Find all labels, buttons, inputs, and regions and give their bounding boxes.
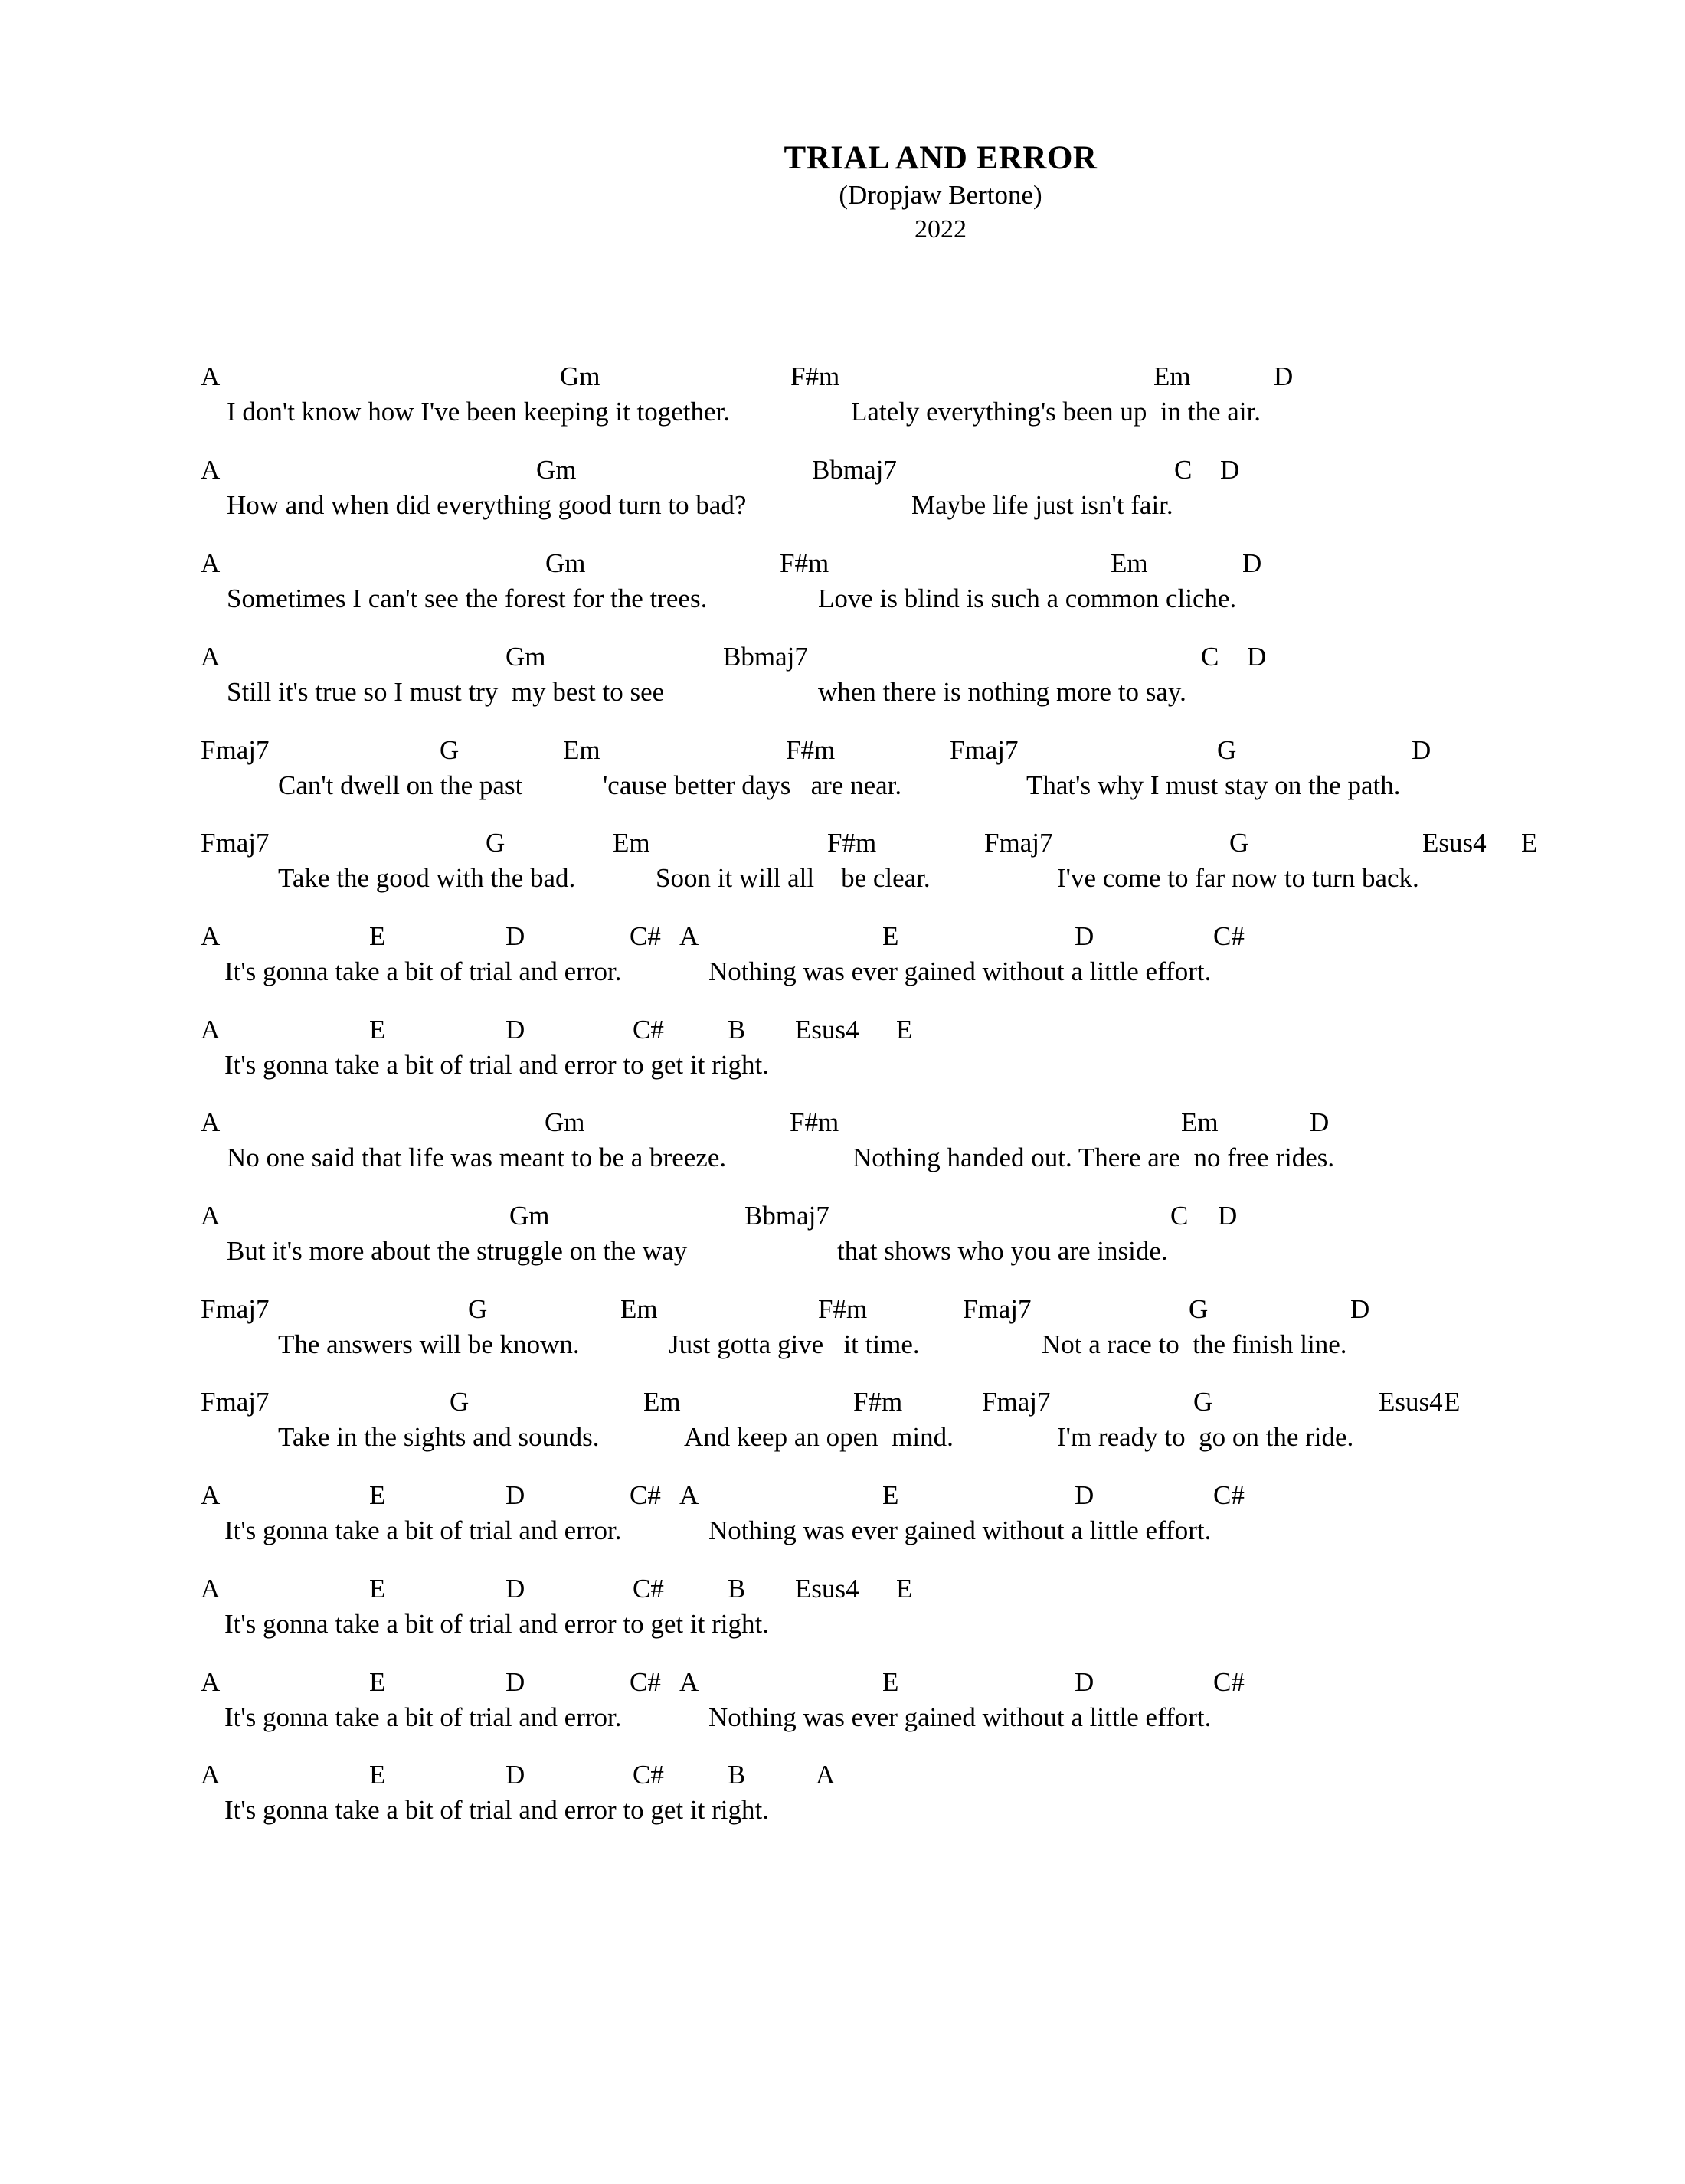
chord-label: A <box>201 548 221 578</box>
chord-label: A <box>201 1201 221 1231</box>
chord-label: F#m <box>853 1387 903 1417</box>
chord-label: F#m <box>827 828 877 858</box>
chord-label: Fmaj7 <box>982 1387 1051 1417</box>
chord-label: Bbmaj7 <box>744 1201 829 1231</box>
chord-label: E <box>1444 1387 1461 1417</box>
lyric-segment: I'm ready to go on the ride. <box>1057 1422 1354 1452</box>
lyric-segment: It's gonna take a bit of trial and error. <box>224 956 622 986</box>
chord-label: G <box>486 828 506 858</box>
chord-label: A <box>201 361 221 391</box>
chord-label: C# <box>630 921 661 951</box>
chord-label: A <box>201 1015 221 1045</box>
chord-label: D <box>1220 455 1240 485</box>
lyric-segment: Lately everything's been up in the air. <box>851 397 1261 427</box>
song-artist: (Dropjaw Bertone) <box>839 180 1042 210</box>
song-header <box>196 139 1685 247</box>
chord-label: Esus4 <box>795 1574 859 1604</box>
chord-label: D <box>506 1667 525 1697</box>
lyric-segment: But it's more about the struggle on the way <box>227 1236 688 1266</box>
chord-label: D <box>1075 1480 1094 1510</box>
chord-label: Em <box>620 1294 658 1324</box>
lyric-segment: Can't dwell on the past <box>278 770 523 800</box>
lyric-segment: 'cause better days are near. <box>603 770 902 800</box>
lyric-segment: Nothing was ever gained without a little effort. <box>708 1702 1212 1732</box>
chord-label: G <box>1193 1387 1213 1417</box>
lyric-segment: It's gonna take a bit of trial and error to get it right. <box>224 1050 769 1080</box>
chord-label: Fmaj7 <box>963 1294 1032 1324</box>
chord-label: D <box>1350 1294 1370 1324</box>
chord-label: A <box>201 642 221 672</box>
chord-label: C# <box>630 1480 661 1510</box>
chord-label: Gm <box>509 1201 550 1231</box>
lyric-segment: Nothing was ever gained without a little effort. <box>708 1515 1212 1545</box>
chord-label: Esus4 <box>795 1015 859 1045</box>
chord-label: Esus4 <box>1422 828 1487 858</box>
chord-label: Gm <box>560 361 600 391</box>
chord-label: C# <box>633 1760 664 1790</box>
lyric-segment: when there is nothing more to say. <box>818 677 1186 707</box>
lyric-segment: It's gonna take a bit of trial and error to get it right. <box>224 1609 769 1639</box>
chord-label: D <box>1242 548 1262 578</box>
lyric-segment: Sometimes I can't see the forest for the trees. <box>227 584 708 613</box>
chord-label: E <box>882 1667 899 1697</box>
lyric-segment: It's gonna take a bit of trial and error to get it right. <box>224 1795 769 1825</box>
chord-label: Em <box>613 828 650 858</box>
chord-label: D <box>506 1015 525 1045</box>
chord-label: Em <box>1153 361 1191 391</box>
lyric-segment: Just gotta give it time. <box>669 1329 920 1359</box>
chord-label: D <box>506 1480 525 1510</box>
chord-label: A <box>679 1667 699 1697</box>
chord-label: C# <box>1213 1480 1245 1510</box>
chord-label: B <box>728 1015 746 1045</box>
chord-label: Gm <box>506 642 546 672</box>
chord-label: G <box>1217 735 1237 765</box>
chord-label: G <box>1189 1294 1209 1324</box>
chord-label: Gm <box>545 1107 585 1137</box>
chord-label: Fmaj7 <box>201 1294 270 1324</box>
chord-label: Fmaj7 <box>201 828 270 858</box>
chord-label: G <box>450 1387 470 1417</box>
lyric-segment: Take in the sights and sounds. <box>278 1422 600 1452</box>
lyric-segment: Love is blind is such a common cliche. <box>818 584 1237 613</box>
lyric-segment: I don't know how I've been keeping it together. <box>227 397 731 427</box>
chord-label: Em <box>1111 548 1148 578</box>
chord-label: C <box>1201 642 1219 672</box>
chord-label: A <box>201 1480 221 1510</box>
chord-label: E <box>369 1760 386 1790</box>
chord-label: A <box>201 1574 221 1604</box>
chord-label: Em <box>1181 1107 1219 1137</box>
chord-label: A <box>679 921 699 951</box>
chord-label: Fmaj7 <box>950 735 1019 765</box>
chord-label: A <box>201 455 221 485</box>
chord-label: Bbmaj7 <box>723 642 808 672</box>
lyric-segment: Still it's true so I must try my best to see <box>227 677 665 707</box>
chord-label: F#m <box>818 1294 868 1324</box>
chord-label: E <box>882 921 899 951</box>
lyric-segment: Maybe life just isn't fair. <box>911 490 1173 520</box>
chord-label: Em <box>643 1387 681 1417</box>
chord-label: C# <box>633 1015 664 1045</box>
chord-label: A <box>679 1480 699 1510</box>
chord-label: D <box>506 1574 525 1604</box>
lyric-segment: I've come to far now to turn back. <box>1057 863 1419 893</box>
chord-label: Gm <box>545 548 586 578</box>
chord-label: E <box>369 1015 386 1045</box>
chord-label: A <box>201 1107 221 1137</box>
chord-label: F#m <box>790 1107 839 1137</box>
chord-label: Gm <box>536 455 577 485</box>
lyric-segment: The answers will be known. <box>278 1329 580 1359</box>
chord-label: D <box>506 921 525 951</box>
lyric-segment: Not a race to the finish line. <box>1042 1329 1347 1359</box>
chord-label: E <box>369 921 386 951</box>
chord-label: F#m <box>780 548 829 578</box>
chord-label: A <box>201 1760 221 1790</box>
song-title: TRIAL AND ERROR <box>784 140 1098 176</box>
chord-label: E <box>369 1667 386 1697</box>
chord-label: E <box>896 1574 913 1604</box>
chord-label: C# <box>1213 1667 1245 1697</box>
chord-label: C <box>1170 1201 1189 1231</box>
chord-label: Em <box>563 735 600 765</box>
chord-label: Fmaj7 <box>984 828 1053 858</box>
chord-label: Fmaj7 <box>201 1387 270 1417</box>
chord-label: D <box>1218 1201 1238 1231</box>
chord-label: B <box>728 1760 746 1790</box>
lyric-segment: that shows who you are inside. <box>837 1236 1168 1266</box>
chord-label: G <box>440 735 460 765</box>
chord-label: E <box>896 1015 913 1045</box>
lyric-segment: It's gonna take a bit of trial and error. <box>224 1702 622 1732</box>
lyric-segment: Take the good with the bad. <box>278 863 576 893</box>
chord-label: G <box>1229 828 1249 858</box>
chord-label: D <box>1412 735 1431 765</box>
chord-label: B <box>728 1574 746 1604</box>
lyric-segment: Nothing was ever gained without a little effort. <box>708 956 1212 986</box>
chord-label: E <box>369 1574 386 1604</box>
chord-label: E <box>1521 828 1538 858</box>
chord-label: A <box>816 1760 836 1790</box>
chord-label: Bbmaj7 <box>812 455 897 485</box>
chord-label: C# <box>630 1667 661 1697</box>
chord-label: Fmaj7 <box>201 735 270 765</box>
chord-label: C# <box>633 1574 664 1604</box>
chord-label: F#m <box>790 361 840 391</box>
lyric-segment: How and when did everything good turn to bad? <box>227 490 747 520</box>
chord-label: D <box>1075 921 1094 951</box>
chord-label: D <box>1310 1107 1330 1137</box>
chord-label: F#m <box>786 735 836 765</box>
chord-label: A <box>201 1667 221 1697</box>
chord-label: Esus4 <box>1379 1387 1443 1417</box>
lyric-segment: No one said that life was meant to be a breeze. <box>227 1143 727 1172</box>
lyric-segment: It's gonna take a bit of trial and error. <box>224 1515 622 1545</box>
chord-label: G <box>468 1294 488 1324</box>
lyric-segment: And keep an open mind. <box>684 1422 954 1452</box>
song-year: 2022 <box>914 215 967 244</box>
lyric-segment: Nothing handed out. There are no free rides. <box>852 1143 1335 1172</box>
chord-label: E <box>882 1480 899 1510</box>
chord-label: C <box>1174 455 1193 485</box>
lyric-segment: Soon it will all be clear. <box>656 863 931 893</box>
chord-label: E <box>369 1480 386 1510</box>
chord-label: D <box>1274 361 1294 391</box>
chord-label: D <box>1247 642 1267 672</box>
chord-label: A <box>201 921 221 951</box>
chord-label: D <box>506 1760 525 1790</box>
chord-label: C# <box>1213 921 1245 951</box>
chord-label: D <box>1075 1667 1094 1697</box>
lyric-segment: That's why I must stay on the path. <box>1026 770 1401 800</box>
